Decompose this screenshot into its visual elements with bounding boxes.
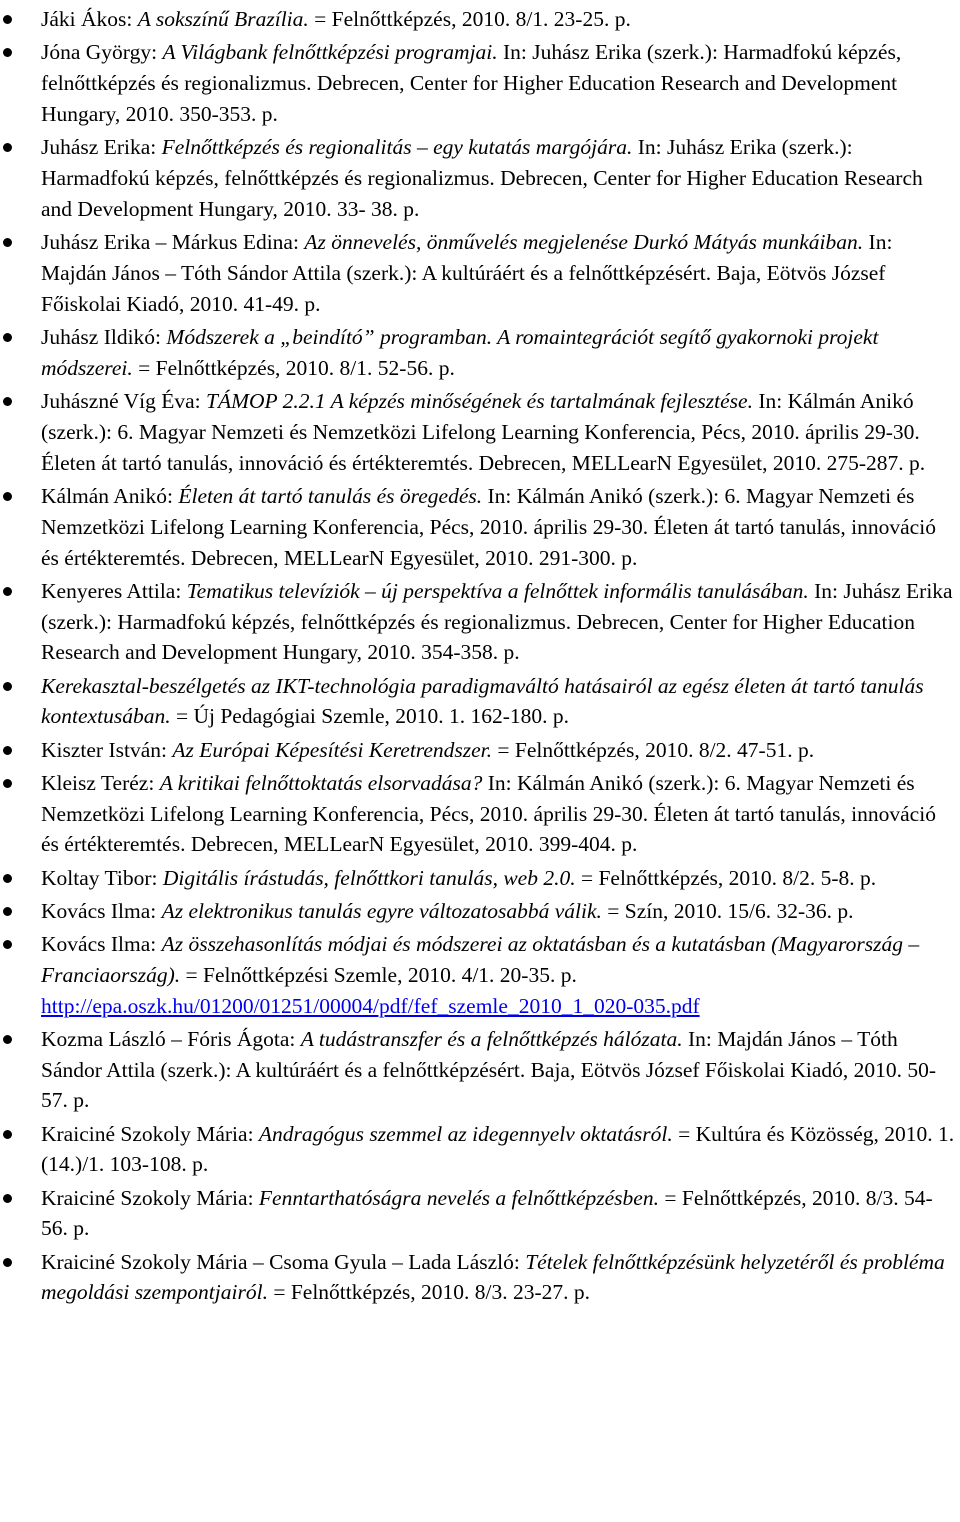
reference-source: = Felnőttképzés, 2010. 8/3. 23-27. p. xyxy=(267,1280,591,1305)
reference-title: Fenntarthatóságra nevelés a felnőttképzésben. xyxy=(258,1185,659,1210)
reference-source: In: Majdán János – Tóth Sándor Attila (szerk.): A kultúráért és a felnőttképzésért. Baja, Eötvös József Főiskolai Kiadó, 2010. 41-49. p. xyxy=(41,229,893,316)
reference-title: Digitális írástudás, felnőttkori tanulás, web 2.0. xyxy=(162,865,576,890)
reference-title: Felnőttképzés és regionalitás – egy kutatás margójára. xyxy=(161,135,633,159)
reference-item xyxy=(0,929,956,1022)
bullet-icon xyxy=(3,907,12,916)
reference-title: Az elektronikus tanulás egyre változatosabbá válik. xyxy=(161,898,602,923)
reference-title: Kerekasztal-beszélgetés az IKT-technológia paradigmaváltó hatásairól az egész életen át tartó tanulás kontextusában. xyxy=(41,673,924,729)
reference-item xyxy=(0,1119,956,1181)
reference-item xyxy=(0,132,956,225)
reference-title: A tudástranszfer és a felnőttképzés hálózata. xyxy=(300,1026,683,1051)
reference-item xyxy=(0,37,956,130)
bullet-icon xyxy=(3,587,12,596)
reference-title: Az Európai Képesítési Keretrendszer. xyxy=(172,737,493,762)
bullet-icon xyxy=(3,1194,12,1203)
reference-item xyxy=(0,227,956,320)
reference-item xyxy=(0,1183,956,1245)
reference-item xyxy=(0,1024,956,1117)
reference-author: Jáki Ákos: xyxy=(41,7,138,31)
reference-source: = Felnőttképzés, 2010. 8/3. 54-56. p. xyxy=(41,1185,933,1241)
reference-author: Kovács Ilma: xyxy=(41,898,162,923)
reference-item xyxy=(0,735,956,766)
reference-title: A kritikai felnőttoktatás elsorvadása? xyxy=(159,770,483,795)
bullet-icon xyxy=(3,48,12,57)
bullet-icon xyxy=(3,874,12,883)
reference-source: In: Kálmán Anikó (szerk.): 6. Magyar Nemzeti és Nemzetközi Lifelong Learning Konferencia, Pécs, 2010. április 29-30. Életen át tartó tanulás, innováció és értékteremtés. Debrecen, MELLearN Egyesület, 2010. 291-300. p. xyxy=(41,483,936,570)
bullet-icon xyxy=(3,397,12,406)
bullet-icon xyxy=(3,779,12,788)
bullet-icon xyxy=(3,15,12,24)
reference-title: Az önnevelés, önművelés megjelenése Durkó Mátyás munkáiban. xyxy=(304,229,864,254)
reference-title: TÁMOP 2.2.1 A képzés minőségének és tartalmának fejlesztése. xyxy=(206,388,753,413)
bullet-icon xyxy=(3,333,12,342)
reference-source: = Kultúra és Közösség, 2010. 1.(14.)/1. 103-108. p. xyxy=(41,1121,955,1177)
reference-list xyxy=(0,4,956,1308)
reference-item xyxy=(0,863,956,894)
reference-author: Kenyeres Attila: xyxy=(41,578,187,603)
reference-source: In: Juhász Erika (szerk.): Harmadfokú képzés, felnőttképzés és regionalizmus. Debrecen, Center for Higher Education Research and Development Hungary, 2010. 33- 38. p. xyxy=(41,135,923,221)
reference-source: In: Juhász Erika (szerk.): Harmadfokú képzés, felnőttképzés és regionalizmus. Debrecen, Center for Higher Education Research and Development Hungary, 2010. 354-358. p. xyxy=(41,578,953,665)
reference-author: Kraiciné Szokoly Mária: xyxy=(41,1185,259,1210)
reference-source: = Felnőttképzési Szemle, 2010. 4/1. 20-35. p. xyxy=(180,962,577,987)
reference-item xyxy=(0,768,956,861)
reference-author: Koltay Tibor: xyxy=(41,865,163,890)
reference-item xyxy=(0,322,956,384)
reference-author: Juhász Erika – Márkus Edina: xyxy=(41,229,305,254)
reference-title: A sokszínű Brazília. xyxy=(137,7,309,31)
bullet-icon xyxy=(3,1035,12,1044)
reference-item xyxy=(0,1247,956,1309)
reference-title: A Világbank felnőttképzési programjai. xyxy=(162,40,498,65)
reference-author: Kiszter István: xyxy=(41,737,173,762)
reference-source: = Felnőttképzés, 2010. 8/1. 52-56. p. xyxy=(132,355,455,380)
reference-source: = Felnőttképzés, 2010. 8/2. 5-8. p. xyxy=(575,865,877,890)
reference-item xyxy=(0,481,956,574)
reference-title: Életen át tartó tanulás és öregedés. xyxy=(178,483,483,508)
reference-author: Kovács Ilma: xyxy=(41,931,162,956)
reference-source: In: Majdán János – Tóth Sándor Attila (szerk.): A kultúráért és a felnőttképzésért. Baja, Eötvös József Főiskolai Kiadó, 2010. 50-57. p. xyxy=(41,1026,937,1113)
bullet-icon xyxy=(3,238,12,247)
reference-author: Kozma László – Fóris Ágota: xyxy=(41,1026,301,1051)
reference-author: Kraiciné Szokoly Mária – Csoma Gyula – Lada László: xyxy=(41,1249,526,1274)
bullet-icon xyxy=(3,1258,12,1267)
reference-title: Andragógus szemmel az idegennyelv oktatásról. xyxy=(258,1121,673,1146)
reference-source: = Új Pedagógiai Szemle, 2010. 1. 162-180. p. xyxy=(170,704,570,729)
reference-source: = Felnőttképzés, 2010. 8/1. 23-25. p. xyxy=(308,7,631,31)
reference-source: = Felnőttképzés, 2010. 8/2. 47-51. p. xyxy=(492,737,815,762)
reference-source: = Szín, 2010. 15/6. 32-36. p. xyxy=(601,898,854,923)
reference-item xyxy=(0,386,956,479)
reference-title: Módszerek a „beindító” programban. A romaintegrációt segítő gyakornoki projekt módszerei. xyxy=(41,324,879,380)
bullet-icon xyxy=(3,682,12,691)
reference-source: In: Kálmán Anikó (szerk.): 6. Magyar Nemzeti és Nemzetközi Lifelong Learning Konferencia, Pécs, 2010. április 29-30. Életen át tartó tanulás, innováció és értékteremtés. Debrecen, MELLearN Egyesület, 2010. 399-404. p. xyxy=(41,770,936,857)
reference-author: Juhászné Víg Éva: xyxy=(41,388,206,413)
reference-link[interactable]: http://epa.oszk.hu/01200/01251/00004/pdf/fef_szemle_2010_1_020-035.pdf xyxy=(41,993,700,1018)
reference-author: Juhász Ildikó: xyxy=(41,324,167,349)
bullet-icon xyxy=(3,746,12,755)
reference-author: Juhász Erika: xyxy=(41,135,162,159)
reference-item xyxy=(0,4,956,35)
reference-title: Az összehasonlítás módjai és módszerei az oktatásban és a kutatásban (Magyarország – Franciaország). xyxy=(41,931,920,987)
bullet-icon xyxy=(3,940,12,949)
reference-item xyxy=(0,671,956,733)
reference-title: Tematikus televíziók – új perspektíva a felnőttek informális tanulásában. xyxy=(186,578,809,603)
reference-item xyxy=(0,896,956,927)
reference-author: Kraiciné Szokoly Mária: xyxy=(41,1121,259,1146)
reference-author: Jóna György: xyxy=(41,40,163,65)
reference-item xyxy=(0,576,956,669)
reference-author: Kálmán Anikó: xyxy=(41,483,179,508)
reference-author: Kleisz Teréz: xyxy=(41,770,160,795)
bullet-icon xyxy=(3,492,12,501)
bullet-icon xyxy=(3,143,12,152)
reference-title: Tételek felnőttképzésünk helyzetéről és probléma megoldási szempontjairól. xyxy=(41,1249,945,1305)
bullet-icon xyxy=(3,1130,12,1139)
reference-source: In: Juhász Erika (szerk.): Harmadfokú képzés, felnőttképzés és regionalizmus. Debrecen, Center for Higher Education Research and Development Hungary, 2010. 350-353. p. xyxy=(41,40,902,126)
reference-source: In: Kálmán Anikó (szerk.): 6. Magyar Nemzeti és Nemzetközi Lifelong Learning Konferencia, Pécs, 2010. április 29-30. Életen át tartó tanulás, innováció és értékteremtés. Debrecen, MELLearN Egyesület, 2010. 275-287. p. xyxy=(41,388,926,475)
